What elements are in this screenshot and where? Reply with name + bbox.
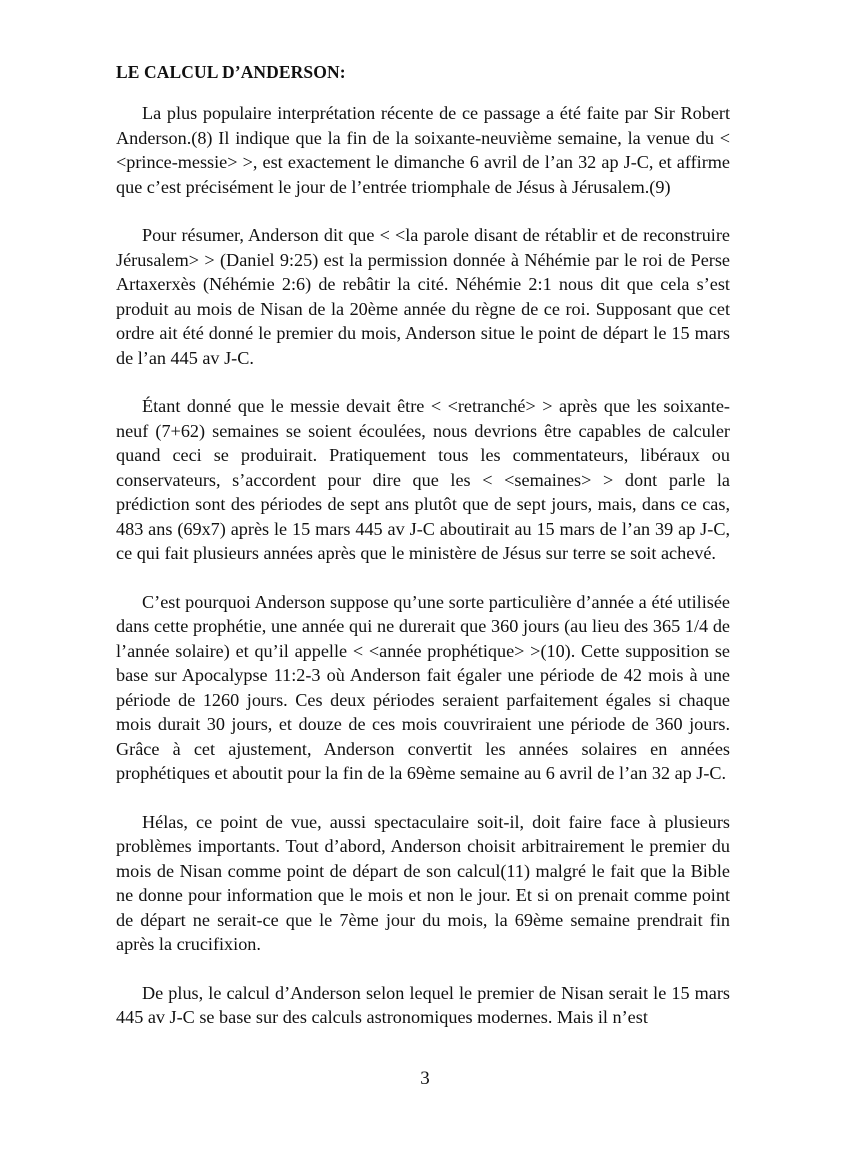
paragraph-2: Pour résumer, Anderson dit que < <la parole disant de rétablir et de reconstruire Jérusalem> > (Daniel 9:25) est la permission donnée à Néhémie par le roi de Perse Artaxerxès (Néhémie 2:6) de rebâtir la cité. Néhémie 2:1 nous dit que cela s’est produit au mois de Nisan de la 20ème année du règne de ce roi. Supposant que cet ordre ait été donné le premier du mois, Anderson situe le point de départ le 15 mars de l’an 445 av J-C. xyxy=(116,225,730,368)
paragraph-1: La plus populaire interprétation récente de ce passage a été faite par Sir Robert Anderson.(8) Il indique que la fin de la soixante-neuvième semaine, la venue du < <prince-messie> >, est exactement le dimanche 6 avril de l’an 32 ap J-C, et affirme que c’est précisément le jour de l’entrée triomphale de Jésus à Jérusalem.(9) xyxy=(116,103,730,197)
paragraph-4: C’est pourquoi Anderson suppose qu’une sorte particulière d’année a été utilisée dans cette prophétie, une année qui ne durerait que 360 jours (au lieu des 365 1/4 de l’année solaire) et qu’il appelle < <année prophétique> >(10). Cette supposition se base sur Apocalypse 11:2-3 où Anderson fait égaler une période de 42 mois à une période de 1260 jours. Ces deux périodes seraient parfaitement égales si chaque mois durait 30 jours, et douze de ces mois couvriraient une période de 360 jours. Grâce à cet ajustement, Anderson convertit les années solaires en années prophétiques et aboutit pour la fin de la 69ème semaine au 6 avril de l’an 32 ap J-C. xyxy=(116,591,730,783)
paragraph-6: De plus, le calcul d’Anderson selon lequel le premier de Nisan serait le 15 mars 445 av J-C se base sur des calculs astronomiques modernes. Mais il n’est xyxy=(116,982,730,1027)
document-page xyxy=(116,60,730,1054)
page-number: 3 xyxy=(420,1068,430,1089)
paragraph-3: Étant donné que le messie devait être < <retranché> > après que les soixante-neuf (7+62) semaines se soient écoulées, nous devrions être capables de calculer quand ceci se produirait. Pratiquement tous les commentateurs, libéraux ou conservateurs, s’accordent pour dire que les < <semaines> > dont parle la prédiction sont des périodes de sept ans plutôt que de sept jours, mais, dans ce cas, 483 ans (69x7) après le 15 mars 445 av J-C aboutirait au 15 mars de l’an 39 ap J-C, ce qui fait plusieurs années après que le ministère de Jésus sur terre se soit achevé. xyxy=(116,396,730,563)
section-heading: LE CALCUL D’ANDERSON: xyxy=(116,62,346,82)
paragraph-5: Hélas, ce point de vue, aussi spectaculaire soit-il, doit faire face à plusieurs problèmes importants. Tout d’abord, Anderson choisit arbitrairement le premier du mois de Nisan comme point de départ de son calcul(11) malgré le fait que la Bible ne donne pour information que le mois et non le jour. Et si on prenait comme point de départ ne serait-ce que le 7ème jour du mois, la 69ème semaine prendrait fin après la crucifixion. xyxy=(116,811,730,954)
